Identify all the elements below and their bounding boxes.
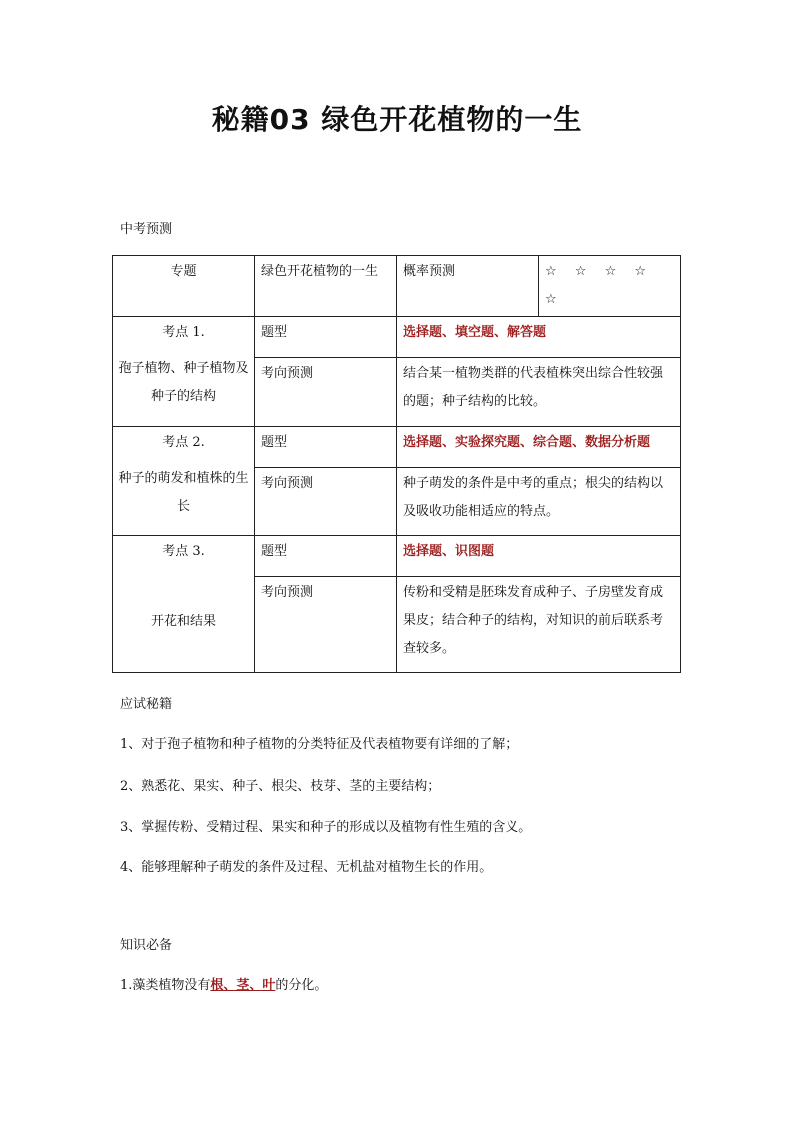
kaodian-name: 种子的萌发和植株的生长 xyxy=(118,471,249,514)
knowledge-item xyxy=(120,974,327,993)
kaodian-number: 考点 3. xyxy=(162,544,205,559)
topic-value-cell: 绿色开花植物的一生 xyxy=(255,256,397,317)
page-title: 秘籍03 绿色开花植物的一生 xyxy=(211,103,583,136)
forecast-heading: 中考预测 xyxy=(120,222,173,237)
type-label-cell: 题型 xyxy=(255,317,397,358)
trend-value-cell: 传粉和受精是胚珠发育成种子、子房壁发育成果皮；结合种子的结构，对知识的前后联系考查较多。 xyxy=(397,577,681,673)
list-item: 4、能够理解种子萌发的条件及过程、无机盐对植物生长的作用。 xyxy=(120,860,493,875)
list-item: 3、掌握传粉、受精过程、果实和种子的形成以及植物有性生殖的含义。 xyxy=(120,820,532,835)
trend-label-cell: 考向预测 xyxy=(255,358,397,427)
kaodian-number: 考点 1. xyxy=(162,325,205,340)
star-rating: ☆ ☆ ☆ ☆ ☆ xyxy=(539,256,681,317)
trend-value-cell: 结合某一植物类群的代表植株突出综合性较强的题；种子结构的比较。 xyxy=(397,358,681,427)
table-header-row xyxy=(113,256,681,317)
knowledge-prefix: 1.藻类植物没有 xyxy=(120,978,211,993)
kaodian-cell-1 xyxy=(113,317,255,427)
table-row xyxy=(113,317,681,358)
trend-label-cell: 考向预测 xyxy=(255,468,397,536)
prob-label-cell: 概率预测 xyxy=(397,256,539,317)
type-label-cell: 题型 xyxy=(255,427,397,468)
kaodian-cell-3 xyxy=(113,536,255,673)
kaodian-name: 孢子植物、种子植物及种子的结构 xyxy=(118,361,249,404)
forecast-table xyxy=(112,255,681,673)
list-item: 1、对于孢子植物和种子植物的分类特征及代表植物要有详细的了解； xyxy=(120,737,519,752)
kaodian-name: 开花和结果 xyxy=(150,614,216,629)
kaodian-number: 考点 2. xyxy=(162,435,205,450)
type-value-cell: 选择题、填空题、解答题 xyxy=(397,317,681,358)
topic-label-cell: 专题 xyxy=(113,256,255,317)
list-item: 2、熟悉花、果实、种子、根尖、枝芽、茎的主要结构； xyxy=(120,779,441,794)
tips-heading: 应试秘籍 xyxy=(120,697,173,712)
knowledge-highlight: 根、茎、叶 xyxy=(210,978,276,993)
knowledge-suffix: 的分化。 xyxy=(275,978,328,993)
type-value-cell: 选择题、识图题 xyxy=(397,536,681,577)
table-row xyxy=(113,427,681,468)
knowledge-heading: 知识必备 xyxy=(120,938,173,953)
trend-value-cell: 种子萌发的条件是中考的重点；根尖的结构以及吸收功能相适应的特点。 xyxy=(397,468,681,536)
trend-label-cell: 考向预测 xyxy=(255,577,397,673)
type-value-cell: 选择题、实验探究题、综合题、数据分析题 xyxy=(397,427,681,468)
table-row xyxy=(113,536,681,577)
kaodian-cell-2 xyxy=(113,427,255,536)
type-label-cell: 题型 xyxy=(255,536,397,577)
